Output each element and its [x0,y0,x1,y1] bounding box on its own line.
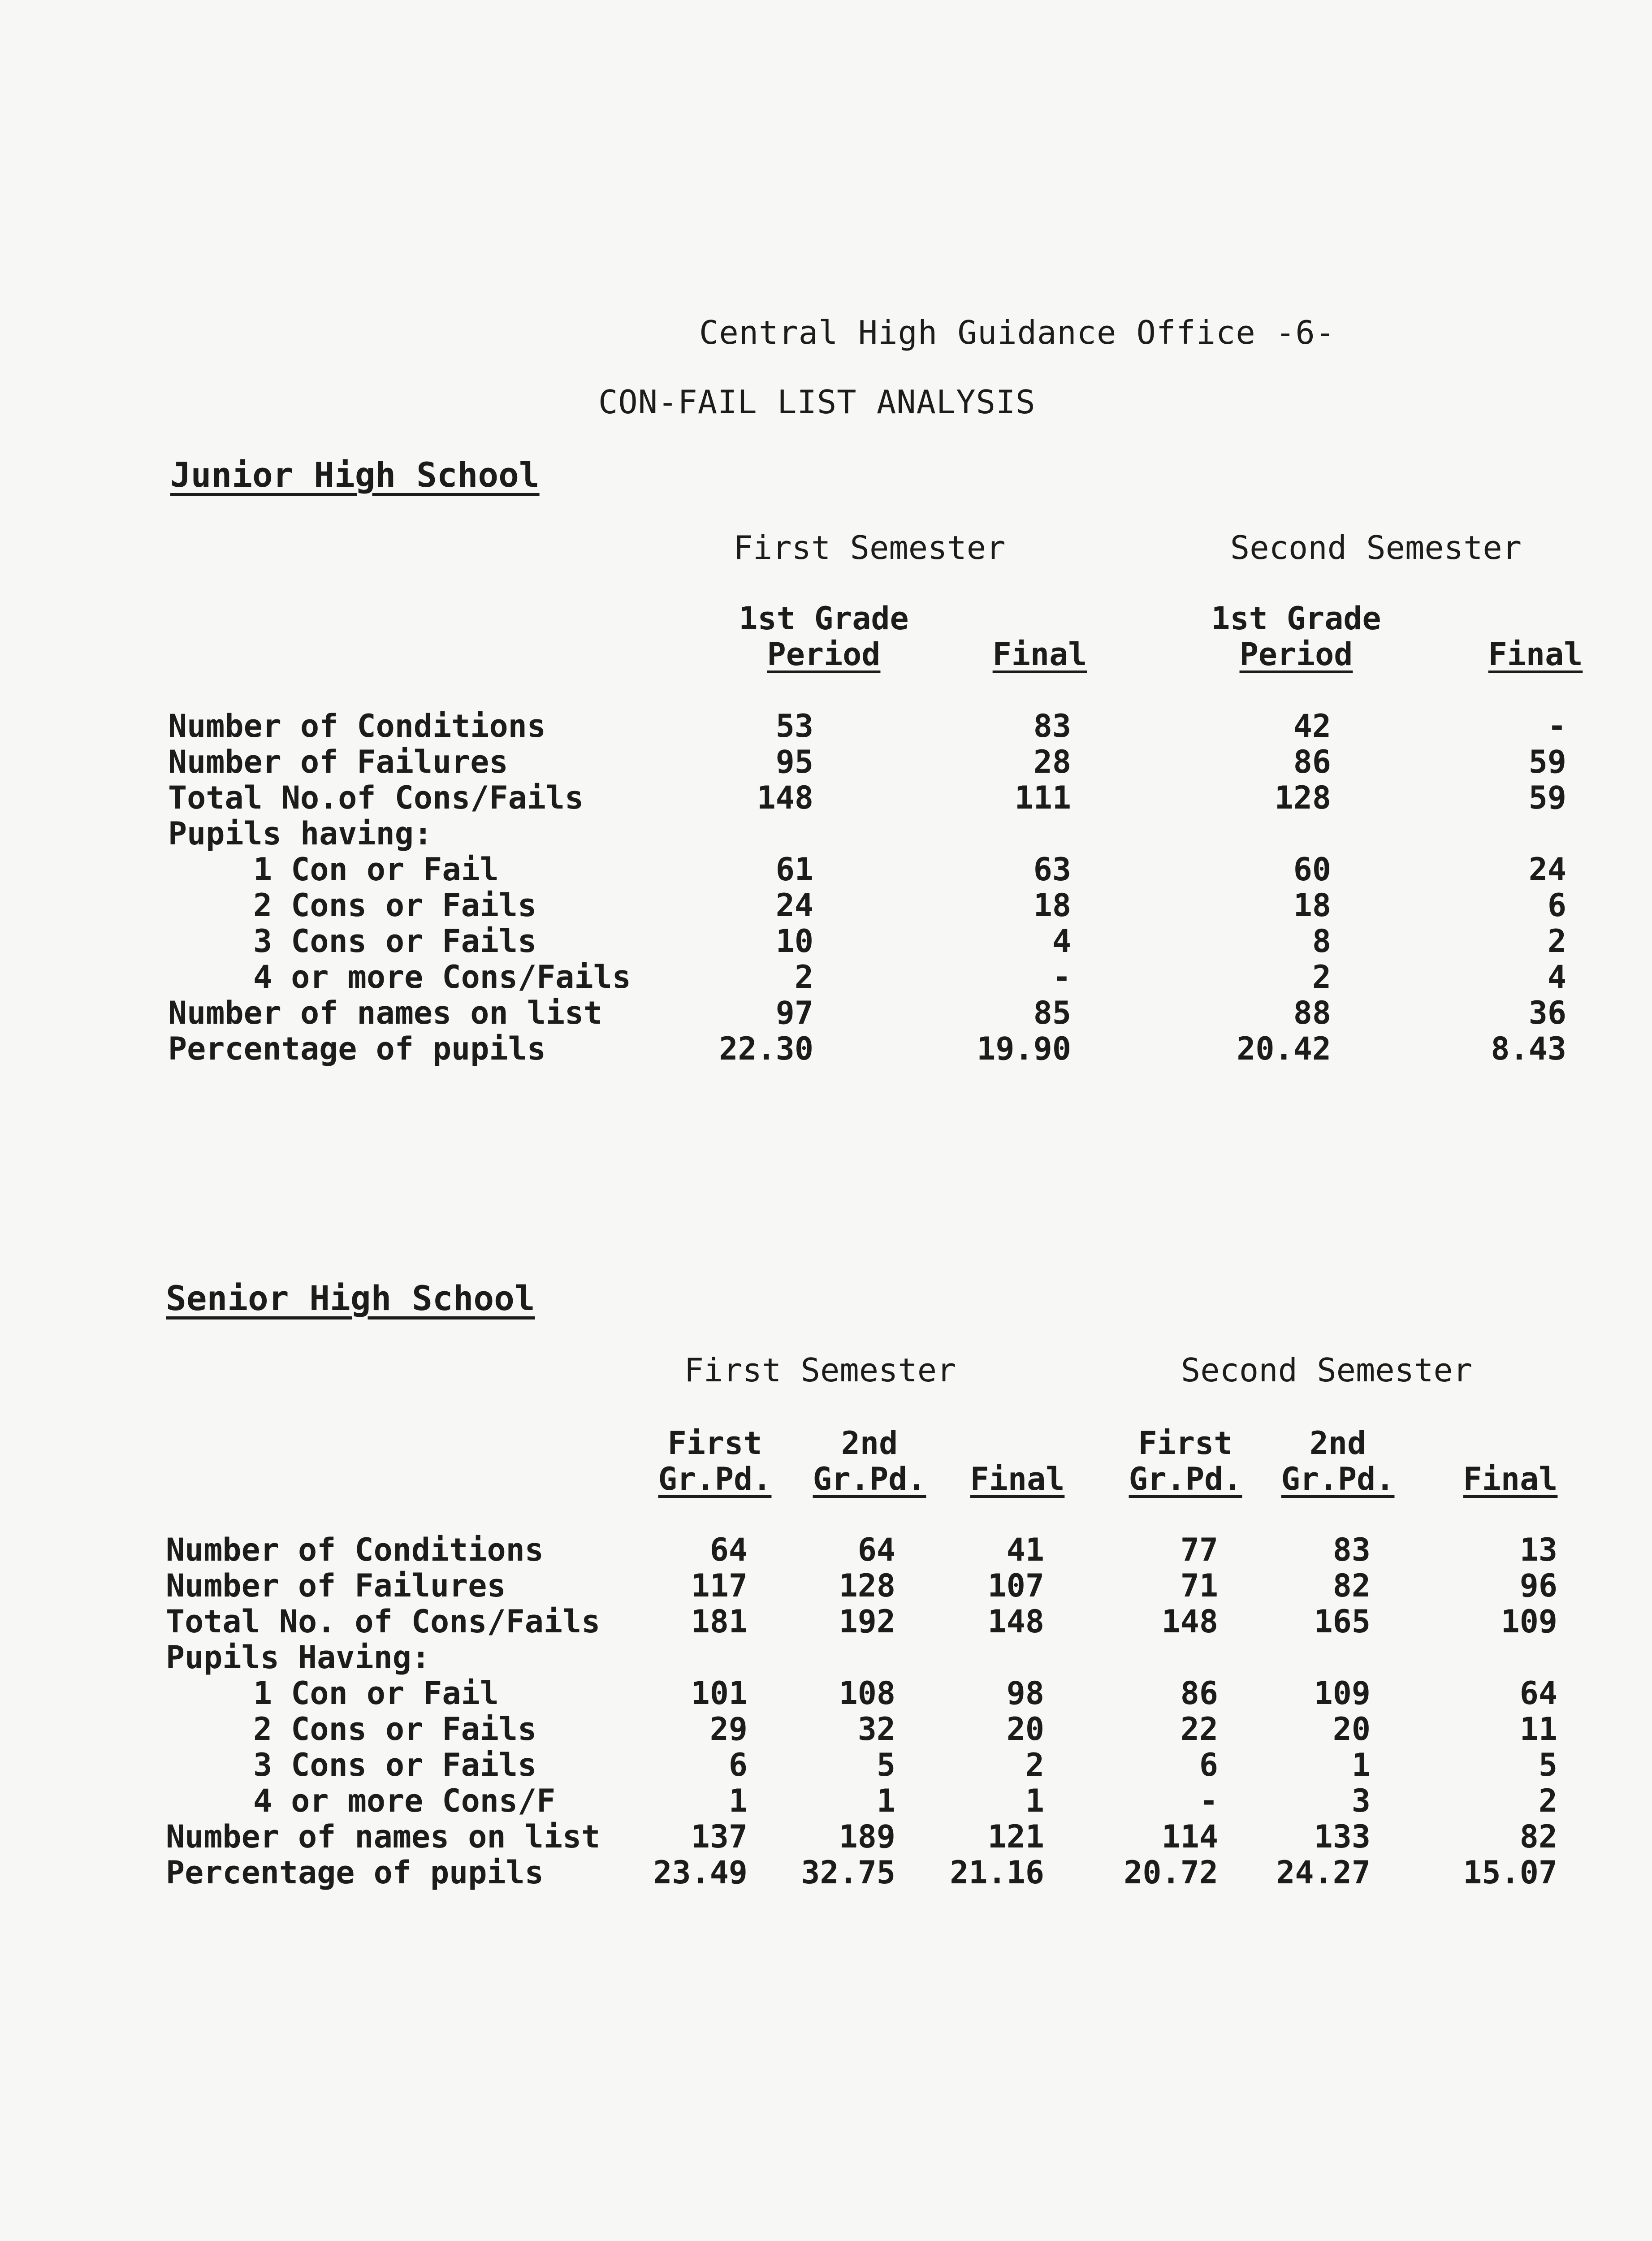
table-cell: 2 [1025,1747,1044,1783]
table-cell: 53 [775,708,813,744]
table-row [0,1640,1652,1675]
office-header: Central High Guidance Office -6- [699,314,1336,351]
senior-column-header [943,1425,1091,1497]
table-cell: 59 [1528,779,1566,816]
document-title: CON-FAIL LIST ANALYSIS [598,383,1036,421]
senior-column-header [1264,1425,1412,1497]
table-cell: 1 [1025,1782,1044,1819]
column-header-line2: Gr.Pd. [813,1461,926,1497]
row-label: Pupils having: [168,815,433,852]
row-label: 2 Cons or Fails [253,1711,537,1748]
table-cell: 24.27 [1276,1854,1371,1891]
table-row [0,995,1652,1031]
table-cell: 22 [1180,1711,1218,1748]
table-cell: 2 [794,959,813,995]
column-header-line2: Final [1463,1461,1558,1497]
junior-column-header [937,601,1143,672]
column-header-line1 [1432,601,1639,636]
table-cell: 36 [1528,995,1566,1031]
table-cell: 59 [1528,744,1566,780]
column-header-line2: Period [767,636,881,673]
row-label: 3 Cons or Fails [253,1747,537,1783]
table-cell: 181 [691,1603,748,1640]
senior-column-header [1111,1425,1259,1497]
table-cell: 1 [728,1782,748,1819]
column-header-line1 [943,1425,1091,1461]
table-cell: 19.90 [977,1030,1071,1067]
table-cell: 114 [1161,1818,1218,1855]
table-cell: 86 [1180,1675,1218,1712]
table-cell: 61 [775,851,813,888]
table-cell: 108 [839,1675,895,1712]
table-cell: 189 [839,1818,895,1855]
table-cell: 5 [876,1747,895,1783]
table-cell: 109 [1501,1603,1557,1640]
table-cell: 128 [839,1567,895,1604]
table-cell: 4 [1052,923,1071,960]
table-cell: 83 [1033,708,1071,744]
table-cell: 165 [1314,1603,1371,1640]
table-cell: 133 [1314,1818,1371,1855]
senior-column-header [641,1425,789,1497]
table-cell: 148 [757,779,813,816]
row-label: 2 Cons or Fails [253,887,537,924]
table-row [0,1783,1652,1819]
column-header-line2: Period [1239,636,1353,673]
table-cell: 20 [1332,1711,1371,1748]
row-label: Percentage of pupils [166,1854,544,1891]
table-cell: 22.30 [719,1030,813,1067]
table-cell: 95 [775,744,813,780]
column-header-line2: Gr.Pd. [1129,1461,1242,1497]
table-cell: 20.72 [1124,1854,1218,1891]
table-cell: 148 [987,1603,1044,1640]
table-row [0,1532,1652,1568]
senior-section-title: Senior High School [166,1278,535,1318]
table-cell: 60 [1293,851,1331,888]
table-cell: 2 [1312,959,1331,995]
junior-column-header [1432,601,1639,672]
table-cell: 148 [1161,1603,1218,1640]
row-label: Number of names on list [166,1818,601,1855]
row-label: Pupils Having: [166,1639,431,1676]
table-cell: 23.49 [653,1854,748,1891]
table-cell: 13 [1519,1531,1557,1568]
table-cell: 11 [1519,1711,1557,1748]
table-cell: 1 [876,1782,895,1819]
senior-column-header [796,1425,943,1497]
table-row [0,852,1652,887]
column-header-line2: Final [970,1461,1065,1497]
table-cell: 64 [857,1531,895,1568]
senior-second-semester-header: Second Semester [1181,1351,1473,1389]
column-header-line1: First [667,1425,762,1462]
table-cell: 86 [1293,744,1331,780]
row-label: Total No.of Cons/Fails [168,779,584,816]
table-cell: 121 [987,1818,1044,1855]
table-row [0,1855,1652,1891]
column-header-line1: First [1138,1425,1233,1462]
table-cell: 63 [1033,851,1071,888]
table-cell: 6 [1199,1747,1218,1783]
table-cell: 96 [1519,1567,1557,1604]
table-cell: 5 [1538,1747,1557,1783]
junior-section-title: Junior High School [170,455,540,495]
table-cell: 42 [1293,708,1331,744]
table-cell: 117 [691,1567,748,1604]
table-cell: 6 [728,1747,748,1783]
row-label: Number of Failures [168,744,508,780]
row-label: 3 Cons or Fails [253,923,537,960]
table-row [0,708,1652,744]
row-label: Percentage of pupils [168,1030,546,1067]
table-row [0,816,1652,852]
table-cell: 77 [1180,1531,1218,1568]
table-cell: 111 [1014,779,1071,816]
column-header-line1: 2nd [841,1425,898,1462]
row-label: Number of names on list [168,995,603,1031]
table-cell: 97 [775,995,813,1031]
row-label: Number of Conditions [168,708,546,744]
column-header-line1: 2nd [1309,1425,1367,1462]
table-cell: 18 [1293,887,1331,924]
senior-first-semester-header: First Semester [684,1351,956,1389]
table-cell: 32.75 [801,1854,895,1891]
table-cell: 107 [987,1567,1044,1604]
table-row [0,780,1652,816]
table-cell: 8 [1312,923,1331,960]
senior-column-header [1436,1425,1584,1497]
table-cell: 128 [1274,779,1331,816]
table-cell: 4 [1547,959,1566,995]
column-header-line2: Gr.Pd. [1281,1461,1395,1497]
column-header-line1 [937,601,1143,636]
table-cell: 82 [1332,1567,1371,1604]
row-label: Number of Failures [166,1567,506,1604]
table-row [0,1711,1652,1747]
table-cell: 32 [857,1711,895,1748]
table-cell: 24 [775,887,813,924]
junior-column-header [721,601,927,672]
table-cell: 98 [1006,1675,1044,1712]
table-cell: 82 [1519,1818,1557,1855]
table-cell: 15.07 [1463,1854,1557,1891]
column-header-line1: 1st Grade [1211,600,1381,637]
table-cell: 64 [1519,1675,1557,1712]
table-cell: 71 [1180,1567,1218,1604]
table-cell: 101 [691,1675,748,1712]
table-cell: 20.42 [1237,1030,1331,1067]
table-cell: 24 [1528,851,1566,888]
column-header-line1 [1436,1425,1584,1461]
junior-first-semester-header: First Semester [733,529,1006,567]
row-label: Total No. of Cons/Fails [166,1603,601,1640]
table-row [0,1747,1652,1783]
table-cell: 192 [839,1603,895,1640]
table-cell: 83 [1332,1531,1371,1568]
row-label: 4 or more Cons/Fails [253,959,631,995]
junior-second-semester-header: Second Semester [1230,529,1522,567]
row-label: Number of Conditions [166,1531,544,1568]
table-row [0,1568,1652,1604]
table-cell: 88 [1293,995,1331,1031]
table-cell: 6 [1547,887,1566,924]
column-header-line2: Final [1488,636,1583,673]
table-cell: 109 [1314,1675,1371,1712]
table-row [0,1819,1652,1855]
row-label: 4 or more Cons/F [253,1782,556,1819]
table-cell: 2 [1547,923,1566,960]
table-row [0,1031,1652,1067]
table-row [0,1675,1652,1711]
table-row [0,744,1652,780]
row-label: 1 Con or Fail [253,851,499,888]
table-cell: 85 [1033,995,1071,1031]
table-cell: 64 [709,1531,748,1568]
table-row [0,887,1652,923]
table-cell: - [1199,1782,1218,1819]
table-cell: 41 [1006,1531,1044,1568]
table-cell: 20 [1006,1711,1044,1748]
table-cell: 18 [1033,887,1071,924]
column-header-line2: Gr.Pd. [658,1461,772,1497]
column-header-line1: 1st Grade [739,600,909,637]
table-cell: 2 [1538,1782,1557,1819]
table-cell: 28 [1033,744,1071,780]
column-header-line2: Final [992,636,1087,673]
row-label: 1 Con or Fail [253,1675,499,1712]
table-cell: 21.16 [950,1854,1044,1891]
table-cell: - [1052,959,1071,995]
table-cell: 8.43 [1491,1030,1566,1067]
table-cell: 137 [691,1818,748,1855]
table-row [0,959,1652,995]
table-cell: - [1547,708,1566,744]
table-row [0,1604,1652,1640]
table-cell: 1 [1351,1747,1371,1783]
table-cell: 10 [775,923,813,960]
table-row [0,923,1652,959]
junior-column-header [1193,601,1399,672]
table-cell: 29 [709,1711,748,1748]
table-cell: 3 [1351,1782,1371,1819]
